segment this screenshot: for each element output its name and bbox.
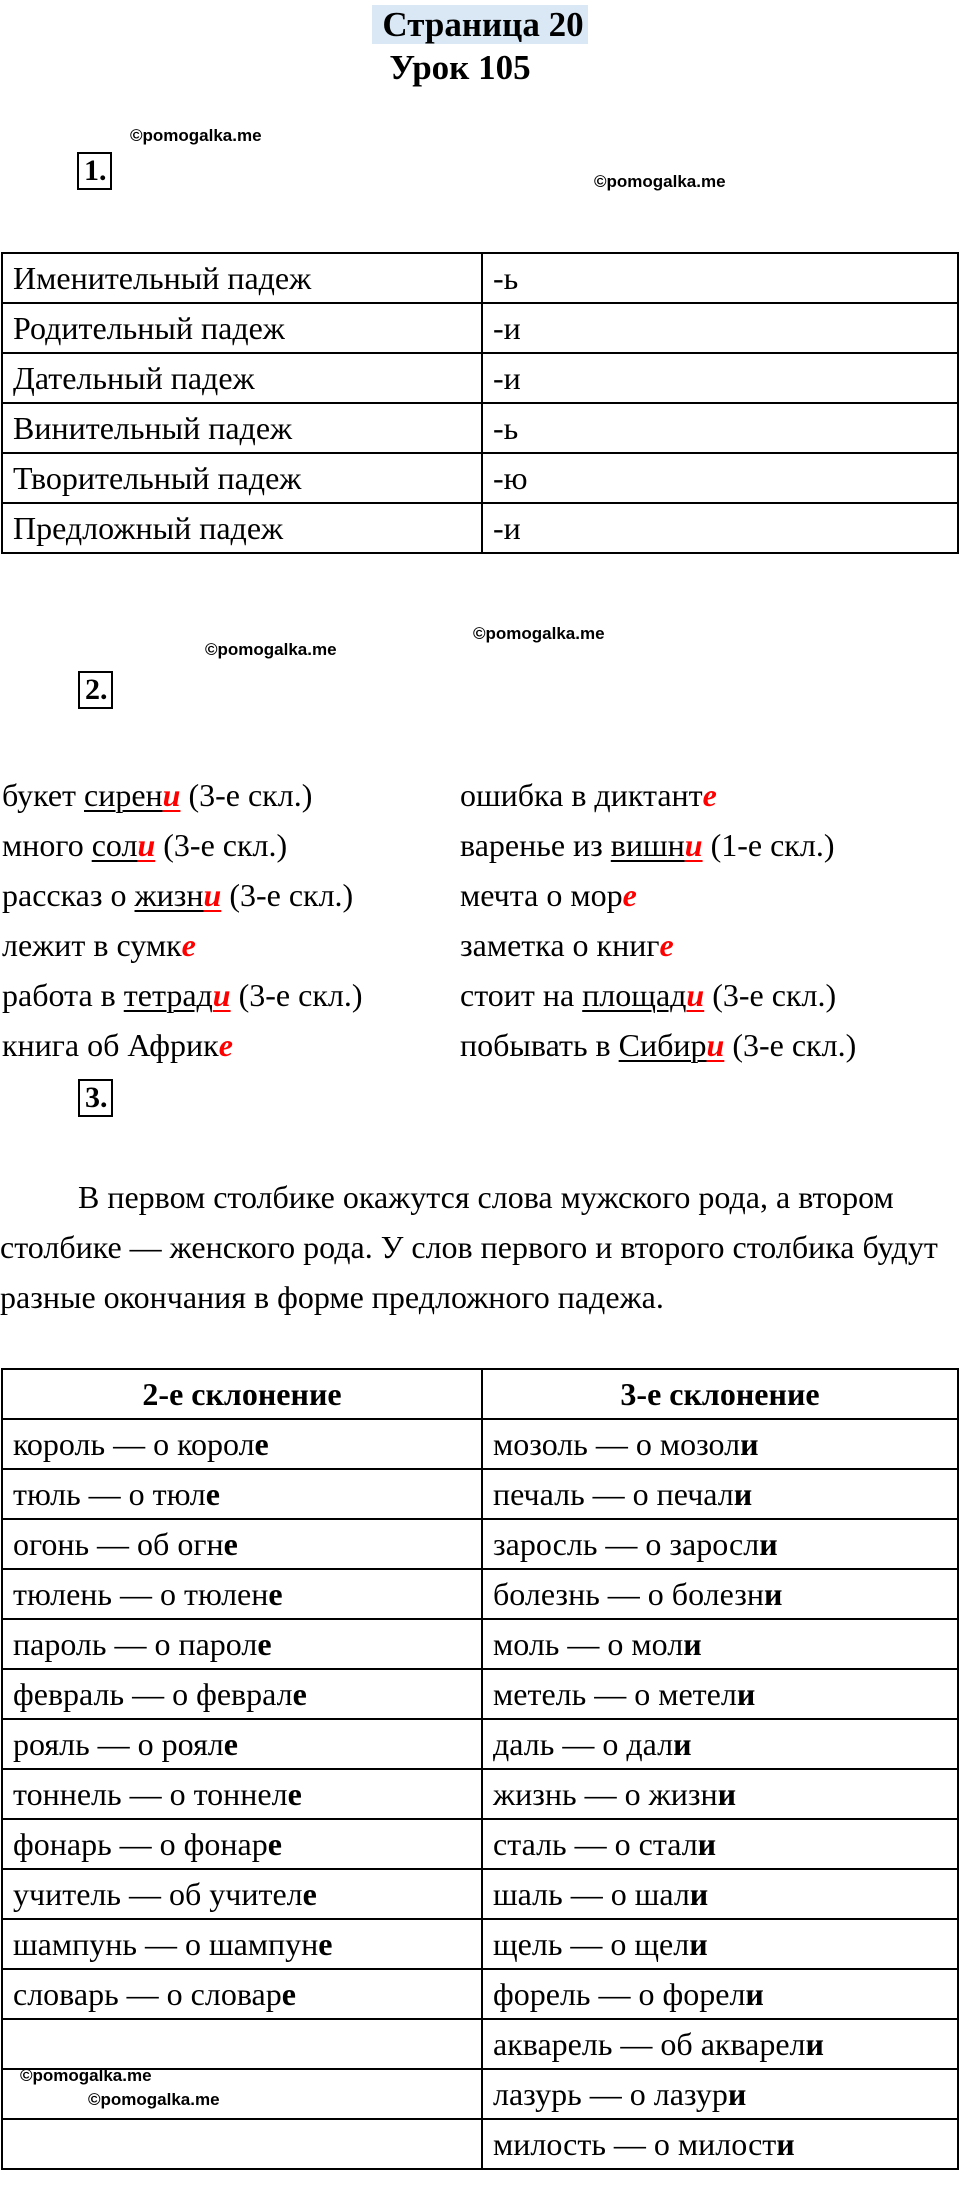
word-form: даль — о дал	[493, 1725, 674, 1762]
word-form: пароль — о парол	[13, 1625, 258, 1662]
example-stem: сол	[91, 827, 138, 863]
word-ending: е	[281, 1975, 296, 2012]
examples-left-column	[2, 770, 362, 1070]
page-title	[0, 5, 960, 45]
feminine-word-cell	[482, 1969, 958, 2019]
feminine-word-cell	[482, 1819, 958, 1869]
task-1-number: 1.	[77, 152, 112, 190]
word-ending: и	[776, 2125, 795, 2162]
example-line	[2, 920, 362, 970]
declension-table	[1, 1368, 959, 2170]
case-ending: -и	[482, 353, 958, 403]
example-prefix: много	[2, 827, 92, 863]
word-form: щель — о щел	[493, 1925, 690, 1962]
example-stem: диктант	[594, 777, 703, 813]
watermark: ©pomogalka.me	[473, 624, 605, 643]
word-ending: е	[267, 1825, 282, 1862]
example-prefix: стоит на	[460, 977, 583, 1013]
example-ending: е	[659, 927, 674, 963]
masculine-word-cell	[2, 1519, 482, 1569]
case-name: Предложный падеж	[2, 503, 482, 553]
declension-note: (3-е скл.)	[230, 977, 363, 1013]
cases-table	[1, 252, 959, 554]
word-form: фонарь — о фонар	[13, 1825, 268, 1862]
task-3-number: 3.	[78, 1079, 113, 1117]
feminine-word-cell	[482, 1869, 958, 1919]
table-row	[2, 2119, 958, 2169]
example-prefix: букет	[2, 777, 84, 813]
table-row	[2, 1769, 958, 1819]
word-ending: и	[733, 1475, 753, 1512]
word-ending: и	[673, 1725, 692, 1762]
word-form: болезнь — о болезн	[493, 1575, 764, 1612]
table-row	[2, 453, 958, 503]
example-stem: площад	[582, 977, 687, 1013]
word-form: словарь — о словар	[13, 1975, 282, 2012]
word-ending: и	[683, 1625, 702, 1662]
masculine-word-cell	[2, 1469, 482, 1519]
word-form: огонь — об огн	[13, 1525, 224, 1562]
example-line	[2, 870, 362, 920]
case-ending: -ю	[482, 453, 958, 503]
word-form: лазурь — о лазур	[493, 2075, 728, 2112]
table-row	[2, 1669, 958, 1719]
table-row	[2, 1519, 958, 1569]
example-ending: и	[706, 1027, 725, 1063]
word-ending: е	[318, 1925, 333, 1962]
word-ending: е	[257, 1625, 272, 1662]
example-prefix: ошибка в	[460, 777, 595, 813]
examples-right-column	[460, 770, 856, 1070]
example-stem: жизн	[134, 877, 204, 913]
example-ending: и	[684, 827, 703, 863]
example-ending: и	[162, 777, 181, 813]
case-ending: -и	[482, 503, 958, 553]
word-ending: и	[759, 1525, 778, 1562]
word-ending: и	[740, 1425, 759, 1462]
watermark: ©pomogalka.me	[594, 172, 726, 191]
task-3-paragraph	[0, 1172, 950, 1322]
masculine-word-cell	[2, 1569, 482, 1619]
example-prefix: побывать в	[460, 1027, 619, 1063]
example-line	[2, 970, 362, 1020]
word-form: февраль — о феврал	[13, 1675, 293, 1712]
word-ending: е	[287, 1775, 302, 1812]
feminine-word-cell	[482, 2069, 958, 2119]
declension-note: (3-е скл.)	[180, 777, 313, 813]
case-name: Именительный падеж	[2, 253, 482, 303]
case-ending: -ь	[482, 403, 958, 453]
word-ending: е	[292, 1675, 307, 1712]
word-form: шампунь — о шампун	[13, 1925, 319, 1962]
table-row	[2, 1469, 958, 1519]
table-row	[2, 1819, 958, 1869]
word-ending: и	[727, 2075, 747, 2112]
masculine-word-cell	[2, 1869, 482, 1919]
word-form: шаль — о шал	[493, 1875, 690, 1912]
example-line	[2, 770, 362, 820]
paragraph-text: В первом столбике окажутся слова мужского рода, а втором столбике — женского рода. У слов первого и второго столбика будут разные окончания в форме предложного падежа.	[0, 1179, 938, 1315]
feminine-word-cell	[482, 1569, 958, 1619]
word-form: форель — о форел	[493, 1975, 746, 2012]
example-ending: и	[212, 977, 231, 1013]
word-ending: и	[745, 1975, 764, 2012]
masculine-word-cell	[2, 1419, 482, 1469]
masculine-word-cell	[2, 1669, 482, 1719]
feminine-word-cell	[482, 1419, 958, 1469]
example-line	[460, 770, 856, 820]
table-row	[2, 1619, 958, 1669]
word-form: тоннель — о тоннел	[13, 1775, 288, 1812]
example-line	[2, 1020, 362, 1070]
example-ending: е	[702, 777, 717, 813]
example-line	[460, 1020, 856, 1070]
watermark: ©pomogalka.me	[88, 2090, 220, 2109]
declension-note: (1-е скл.)	[702, 827, 835, 863]
table-row	[2, 2019, 958, 2069]
feminine-word-cell	[482, 2019, 958, 2069]
example-ending: е	[218, 1027, 233, 1063]
word-form: мозоль — о мозол	[493, 1425, 741, 1462]
table-row	[2, 403, 958, 453]
table-row	[2, 1719, 958, 1769]
table-row	[2, 1969, 958, 2019]
word-form: учитель — об учител	[13, 1875, 303, 1912]
feminine-word-cell	[482, 1769, 958, 1819]
feminine-word-cell	[482, 1669, 958, 1719]
feminine-word-cell	[482, 1919, 958, 1969]
example-prefix: варенье из	[460, 827, 611, 863]
word-form: акварель — об акварел	[493, 2025, 806, 2062]
case-name: Родительный падеж	[2, 303, 482, 353]
example-stem: сирен	[84, 777, 163, 813]
example-stem: книг	[596, 927, 660, 963]
example-prefix: работа в	[2, 977, 124, 1013]
case-name: Творительный падеж	[2, 453, 482, 503]
feminine-word-cell	[482, 1519, 958, 1569]
masculine-word-cell	[2, 2019, 482, 2069]
declension-note: (3-е скл.)	[155, 827, 288, 863]
word-ending: е	[302, 1875, 317, 1912]
example-prefix: заметка о	[460, 927, 597, 963]
example-ending: е	[622, 877, 637, 913]
table-row	[2, 1419, 958, 1469]
word-form: король — о корол	[13, 1425, 255, 1462]
word-form: заросль — о заросл	[493, 1525, 760, 1562]
watermark: ©pomogalka.me	[20, 2066, 152, 2085]
table-row	[2, 353, 958, 403]
example-stem: Африк	[127, 1027, 219, 1063]
table-row	[2, 1869, 958, 1919]
word-form: тюль — о тюл	[13, 1475, 206, 1512]
table-row	[2, 253, 958, 303]
word-ending: и	[805, 2025, 824, 2062]
case-name: Винительный падеж	[2, 403, 482, 453]
word-ending: е	[205, 1475, 220, 1512]
example-stem: мор	[570, 877, 623, 913]
lesson-title: Урок 105	[389, 48, 531, 87]
masculine-word-cell	[2, 1769, 482, 1819]
case-name: Дательный падеж	[2, 353, 482, 403]
example-prefix: рассказ о	[2, 877, 135, 913]
example-stem: Сибир	[618, 1027, 707, 1063]
word-form: милость — о милост	[493, 2125, 777, 2162]
masculine-word-cell	[2, 2119, 482, 2169]
table-header-row	[2, 1369, 958, 1419]
word-ending: и	[736, 1675, 756, 1712]
masculine-word-cell	[2, 1919, 482, 1969]
declension-note: (3-е скл.)	[221, 877, 354, 913]
masculine-word-cell	[2, 1719, 482, 1769]
table-row	[2, 1569, 958, 1619]
word-ending: и	[763, 1575, 783, 1612]
word-ending: е	[223, 1525, 238, 1562]
table-row	[2, 303, 958, 353]
word-ending: е	[268, 1575, 283, 1612]
word-form: сталь — о стал	[493, 1825, 698, 1862]
example-prefix: мечта о	[460, 877, 571, 913]
case-ending: -ь	[482, 253, 958, 303]
table-row	[2, 1919, 958, 1969]
feminine-word-cell	[482, 1719, 958, 1769]
case-ending: -и	[482, 303, 958, 353]
feminine-word-cell	[482, 1619, 958, 1669]
header-3rd-declension: 3-е склонение	[482, 1369, 958, 1419]
example-ending: и	[137, 827, 156, 863]
feminine-word-cell	[482, 2119, 958, 2169]
word-ending: и	[689, 1925, 708, 1962]
feminine-word-cell	[482, 1469, 958, 1519]
example-stem: сумк	[116, 927, 182, 963]
word-form: тюлень — о тюлен	[13, 1575, 269, 1612]
task-2-number: 2.	[78, 671, 113, 709]
watermark: ©pomogalka.me	[205, 640, 337, 659]
masculine-word-cell	[2, 1969, 482, 2019]
word-ending: и	[697, 1825, 717, 1862]
word-ending: и	[689, 1875, 709, 1912]
example-stem: тетрад	[123, 977, 213, 1013]
example-stem: вишн	[610, 827, 685, 863]
example-ending: е	[181, 927, 196, 963]
example-line	[460, 820, 856, 870]
example-ending: и	[686, 977, 705, 1013]
example-line	[460, 920, 856, 970]
example-line	[2, 820, 362, 870]
example-line	[460, 970, 856, 1020]
masculine-word-cell	[2, 1819, 482, 1869]
word-form: жизнь — о жизн	[493, 1775, 718, 1812]
page-title-text: Страница 20	[372, 5, 587, 44]
watermark: ©pomogalka.me	[130, 126, 262, 145]
example-prefix: лежит в	[2, 927, 117, 963]
example-ending: и	[203, 877, 222, 913]
table-row	[2, 503, 958, 553]
header-2nd-declension: 2-е склонение	[2, 1369, 482, 1419]
word-form: метель — о метел	[493, 1675, 737, 1712]
declension-note: (3-е скл.)	[724, 1027, 857, 1063]
masculine-word-cell	[2, 1619, 482, 1669]
word-ending: е	[254, 1425, 269, 1462]
word-form: моль — о мол	[493, 1625, 684, 1662]
example-prefix: книга об	[2, 1027, 128, 1063]
word-ending: и	[717, 1775, 737, 1812]
declension-note: (3-е скл.)	[704, 977, 837, 1013]
word-form: печаль — о печал	[493, 1475, 734, 1512]
example-line	[460, 870, 856, 920]
word-ending: е	[223, 1725, 238, 1762]
word-form: рояль — о роял	[13, 1725, 224, 1762]
